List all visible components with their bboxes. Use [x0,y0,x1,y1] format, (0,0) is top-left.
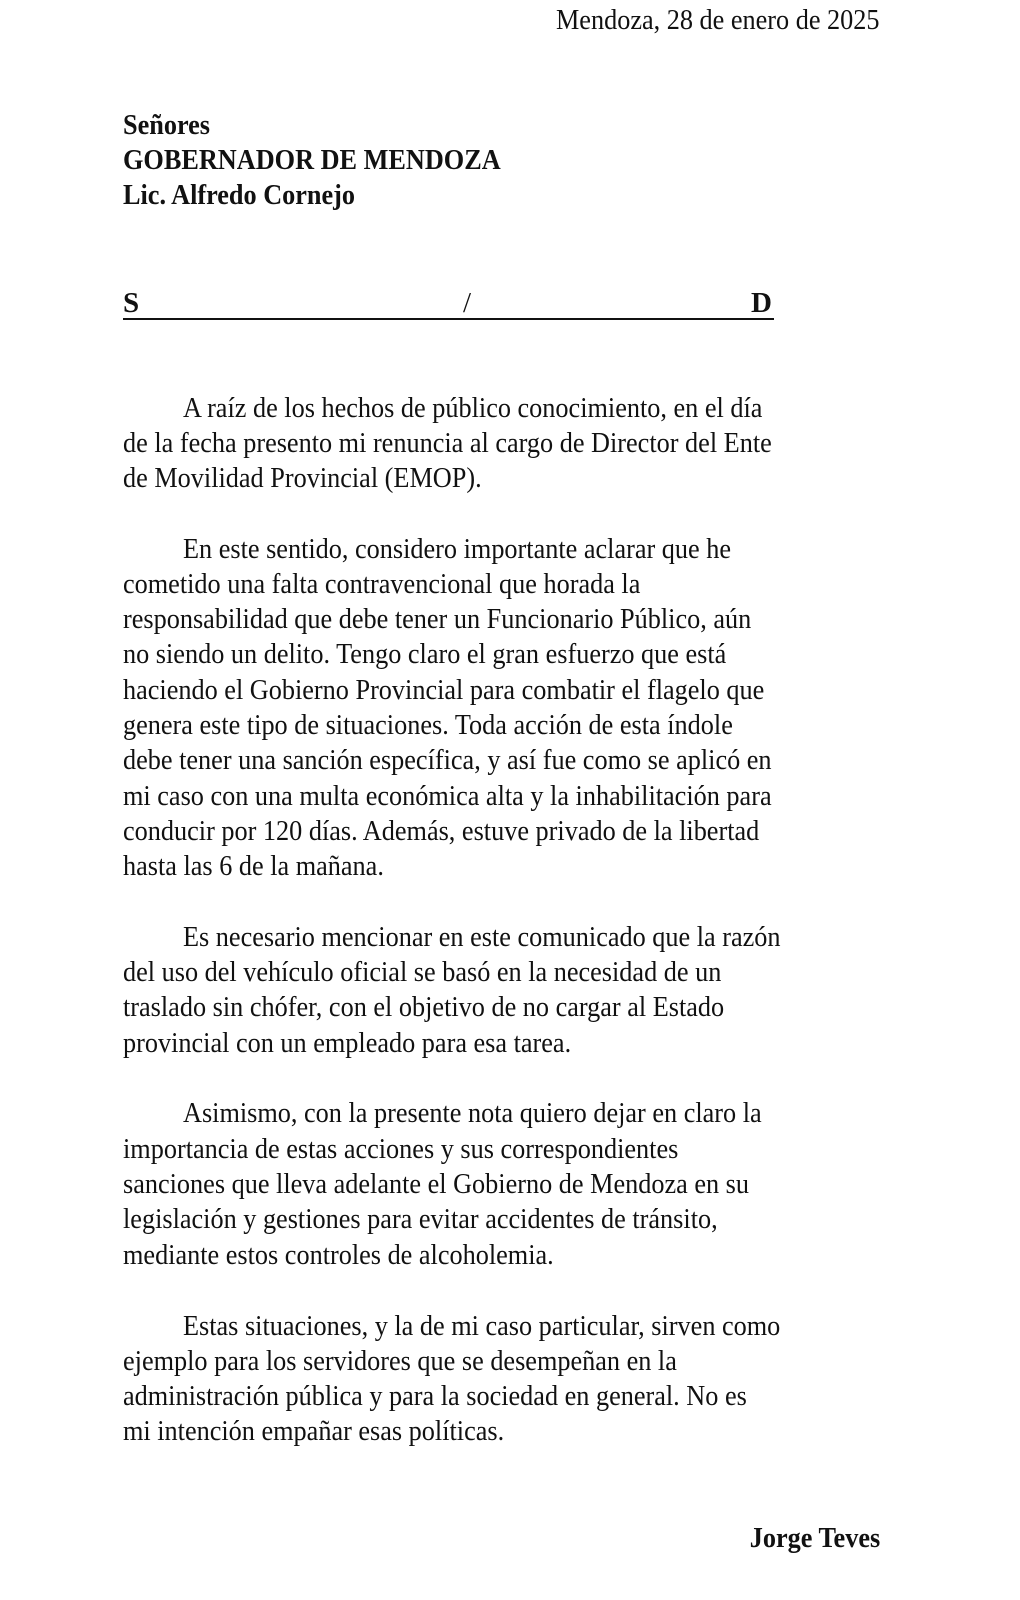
paragraph-line: traslado sin chófer, con el objetivo de no cargar al Estado [123,991,725,1023]
paragraph-line: sanciones que lleva adelante el Gobierno de Mendoza en su [123,1168,750,1200]
paragraph-line: de la fecha presento mi renuncia al cargo de Director del Ente [123,427,772,459]
recipient-salutation: Señores [123,109,211,141]
paragraph-line: responsabilidad que debe tener un Funcionario Público, aún [123,603,752,635]
paragraph-line: debe tener una sanción específica, y así fue como se aplicó en [123,744,772,776]
paragraph-line: legislación y gestiones para evitar accidentes de tránsito, [123,1203,718,1235]
paragraph-line: hasta las 6 de la mañana. [123,850,384,882]
sd-d: D [751,287,772,319]
paragraph-line: genera este tipo de situaciones. Toda acción de esta índole [123,709,733,741]
paragraph-line: mediante estos controles de alcoholemia. [123,1239,554,1271]
su-despacho-line [123,288,774,320]
paragraph-line: no siendo un delito. Tengo claro el gran esfuerzo que está [123,638,727,670]
sd-s: S [123,287,140,319]
date-line: Mendoza, 28 de enero de 2025 [556,4,880,36]
paragraph-line: provincial con un empleado para esa tarea. [123,1027,572,1059]
signature: Jorge Teves [749,1522,880,1554]
paragraph-line: A raíz de los hechos de público conocimiento, en el día [183,392,763,424]
recipient-name: Lic. Alfredo Cornejo [123,179,356,211]
paragraph-line: del uso del vehículo oficial se basó en la necesidad de un [123,956,722,988]
paragraph-line: ejemplo para los servidores que se desempeñan en la [123,1345,677,1377]
paragraph-line: cometido una falta contravencional que horada la [123,568,641,600]
sd-slash: / [463,287,472,319]
paragraph-line: administración pública y para la sociedad en general. No es [123,1380,747,1412]
paragraph-line: mi caso con una multa económica alta y la inhabilitación para [123,780,772,812]
paragraph-line: En este sentido, considero importante aclarar que he [183,533,732,565]
paragraph-line: Estas situaciones, y la de mi caso particular, sirven como [183,1310,781,1342]
paragraph-line: conducir por 120 días. Además, estuve privado de la libertad [123,815,760,847]
paragraph-line: importancia de estas acciones y sus correspondientes [123,1133,679,1165]
paragraph-line: Asimismo, con la presente nota quiero dejar en claro la [183,1097,762,1129]
recipient-title: GOBERNADOR DE MENDOZA [123,144,501,176]
paragraph-line: mi intención empañar esas políticas. [123,1415,505,1447]
paragraph-line: Es necesario mencionar en este comunicado que la razón [183,921,781,953]
paragraph-line: de Movilidad Provincial (EMOP). [123,462,482,494]
paragraph-line: haciendo el Gobierno Provincial para combatir el flagelo que [123,674,765,706]
